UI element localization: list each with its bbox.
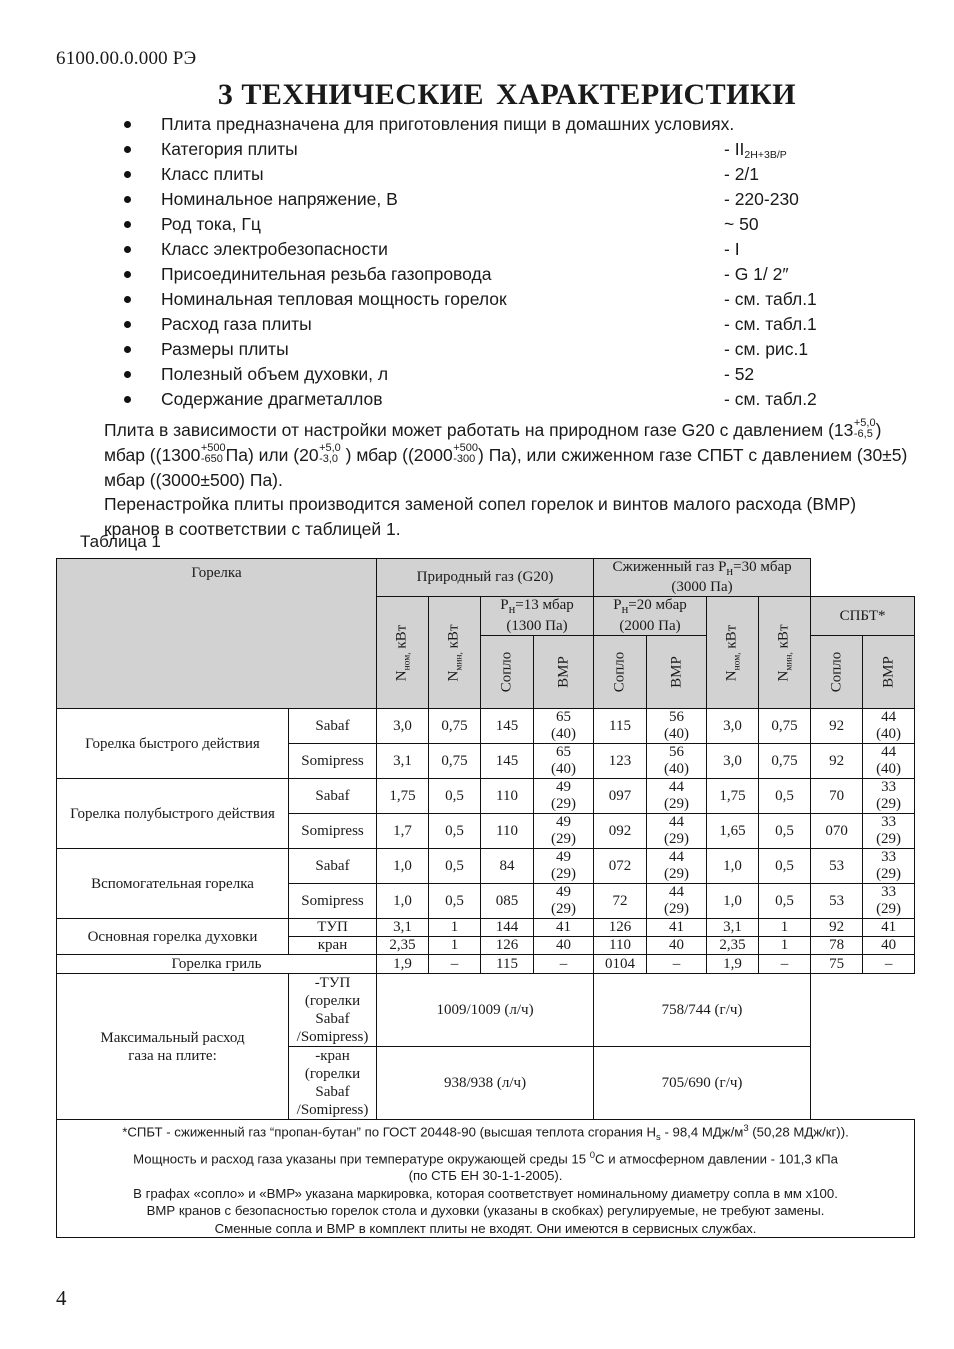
list-item (56, 137, 906, 162)
n-nom-natural-cell: 1,7 (377, 814, 429, 849)
nozzle-20-cell: 097 (594, 779, 647, 814)
n-min-natural-cell: – (429, 955, 481, 974)
nozzle-13-cell: 110 (481, 779, 534, 814)
burner-name-cell: Горелка быстрого действия (57, 709, 289, 779)
nozzle-spbt-cell: 53 (811, 849, 863, 884)
nozzle-20-cell: 092 (594, 814, 647, 849)
burner-maker-cell: Somipress (289, 814, 377, 849)
list-item-label: Класс электробезопасности (161, 239, 388, 259)
n-nom-natural-cell: 1,9 (377, 955, 429, 974)
page-title-part2: ХАРАКТЕРИСТИКИ (496, 78, 797, 111)
n-min-natural-cell: 0,5 (429, 849, 481, 884)
footnote-line-6: Сменные сопла и ВМР в комплект плиты не входят. Они имеются в сервисных службах. (214, 1220, 757, 1236)
header-nozzle-13 (481, 636, 534, 709)
burner-maker-cell: Somipress (289, 744, 377, 779)
header-spbt: СПБТ* (811, 597, 915, 636)
header-vmp-20 (647, 636, 707, 709)
list-item (56, 187, 906, 212)
n-nom-liquefied-cell: 3,0 (707, 709, 759, 744)
list-item-value: - 52 (724, 364, 755, 384)
n-nom-liquefied-cell: 3,0 (707, 744, 759, 779)
consumption-natural-cell: 1009/1009 (л/ч) (377, 974, 594, 1047)
header-vmp-label: ВМР (555, 656, 571, 688)
header-vmp-spbt (863, 636, 915, 709)
header-n-nom-natural (377, 597, 429, 709)
value-main: 49 (556, 814, 571, 830)
bullet-icon (124, 221, 131, 228)
n-min-natural-cell: 0,5 (429, 779, 481, 814)
bullet-icon (124, 146, 131, 153)
header-n-unit: кВт (445, 623, 461, 648)
burner-maker-cell: ТУП (289, 919, 377, 937)
n-nom-liquefied-cell: 2,35 (707, 937, 759, 955)
footnote-cell (57, 1120, 915, 1238)
consumption-liquefied-cell: 705/690 (г/ч) (594, 1047, 811, 1120)
consumption-label-cell (57, 974, 289, 1120)
bullet-icon (124, 371, 131, 378)
n-nom-natural-cell: 3,1 (377, 744, 429, 779)
document-code: 6100.00.0.000 РЭ (56, 48, 197, 69)
vmp-13-cell (534, 884, 594, 919)
nozzle-spbt-cell: 92 (811, 709, 863, 744)
page-number: 4 (56, 1286, 67, 1310)
table-header-row-1 (57, 559, 915, 597)
header-vmp-label: ВМР (668, 656, 685, 688)
footnote-superscript: 0 (589, 1149, 595, 1161)
header-n-symbol: N (723, 669, 740, 681)
n-min-natural-cell: 0,5 (429, 884, 481, 919)
header-liquefied-gas (594, 559, 811, 597)
value-main: 44 (669, 814, 685, 830)
nozzle-spbt-cell: 92 (811, 919, 863, 937)
list-item-label: Категория плиты (161, 139, 298, 159)
burner-name-cell: Горелка полубыстрого действия (57, 779, 289, 849)
consumption-kind-cell (289, 974, 377, 1047)
header-nozzle-label: Сопло (498, 651, 515, 693)
value-main: 44 (669, 849, 685, 865)
header-nozzle-label: Сопло (611, 651, 628, 693)
vmp-20-cell (647, 779, 707, 814)
n-nom-liquefied-cell: 1,65 (707, 814, 759, 849)
para1-seg-a: Плита в зависимости от настройки может работать на природном газе G20 с давлением (13 (104, 420, 854, 440)
list-item (56, 237, 906, 262)
nozzle-spbt-cell: 92 (811, 744, 863, 779)
header-n-symbol: N (445, 670, 461, 682)
tolerance-upper: +5,0 (853, 417, 876, 430)
value-parenthesis: (40) (876, 761, 902, 777)
value-main: 33 (881, 849, 897, 865)
list-item-value: ~ 50 (724, 214, 759, 234)
bullet-icon (124, 196, 131, 203)
tolerance-20mbar (319, 442, 341, 467)
nozzle-20-cell: 72 (594, 884, 647, 919)
value-main: 33 (881, 779, 897, 795)
header-n-unit: кВт (723, 624, 740, 649)
table-wrapper (56, 558, 902, 1238)
burner-name-cell: Вспомогательная горелка (57, 849, 289, 919)
header-p-value: =20 мбар (628, 597, 687, 613)
burner-maker-cell: Sabaf (289, 779, 377, 814)
header-n-unit: кВт (775, 623, 792, 648)
tolerance-upper: +500 (453, 442, 478, 455)
nozzle-spbt-cell: 78 (811, 937, 863, 955)
vmp-spbt-cell (863, 937, 915, 955)
tolerance-lower: -3,0 (319, 453, 339, 466)
value-main: 44 (669, 884, 685, 900)
list-item-label: Номинальная тепловая мощность горелок (161, 289, 507, 309)
n-nom-liquefied-cell: 1,0 (707, 884, 759, 919)
value-main: 49 (556, 884, 571, 900)
table-row-consumption (57, 974, 915, 1047)
value-main: 33 (881, 884, 897, 900)
n-nom-liquefied-cell: 1,75 (707, 779, 759, 814)
nozzle-20-cell: 115 (594, 709, 647, 744)
para1-seg-e: ) Па), или сжиженном газе СПБТ с давлением (30±5) мбар ((3000±500) Па). (104, 445, 908, 490)
list-item-value: - 220-230 (724, 189, 799, 209)
value-parenthesis: (29) (876, 831, 902, 847)
n-min-natural-cell: 1 (429, 919, 481, 937)
nozzle-13-cell: 144 (481, 919, 534, 937)
para1-seg-b: ) мбар ((1300 (104, 420, 882, 465)
header-p-value: =13 мбар (515, 597, 574, 613)
n-min-liquefied-cell: 0,5 (759, 779, 811, 814)
bullet-icon (124, 296, 131, 303)
n-nom-liquefied-cell: 1,0 (707, 849, 759, 884)
value-parenthesis: (29) (664, 796, 690, 812)
value-main: 41 (556, 919, 571, 935)
value-parenthesis: (29) (551, 831, 576, 847)
list-item-label: Присоединительная резьба газопровода (161, 264, 492, 284)
header-n-min-natural (429, 597, 481, 709)
burner-specification-table (56, 558, 915, 1238)
n-min-liquefied-cell: 0,5 (759, 849, 811, 884)
n-nom-liquefied-cell: 1,9 (707, 955, 759, 974)
value-parenthesis: (29) (664, 866, 690, 882)
nozzle-spbt-cell: 70 (811, 779, 863, 814)
consumption-label-line2: газа на плите: (128, 1047, 217, 1064)
list-item-label: Род тока, Гц (161, 214, 261, 234)
table-row (57, 849, 915, 884)
table-row (57, 919, 915, 937)
list-item-intro (56, 112, 906, 137)
header-n-min-sub: мин, (784, 651, 795, 671)
para1-seg-c: Па) или (20 (225, 445, 319, 465)
paragraph-reconfiguration: Перенастройка плиты производится заменой сопел горелок и винтов малого расхода (ВМР) кранов в соответствии с таблицей 1. (104, 494, 857, 539)
header-p-symbol: P (500, 597, 509, 613)
list-item-value: - см. табл.2 (724, 389, 817, 409)
vmp-13-cell (534, 937, 594, 955)
list-item-label: Содержание драгметаллов (161, 389, 383, 409)
header-n-nom-sub: ном, (732, 651, 743, 670)
bullet-icon (124, 346, 131, 353)
n-min-natural-cell: 0,5 (429, 814, 481, 849)
consumption-kind-line2: Sabaf /Somipress) (296, 1011, 369, 1045)
list-item-value: - G 1/ 2″ (724, 264, 789, 284)
value-parenthesis: (29) (551, 796, 576, 812)
n-min-liquefied-cell: – (759, 955, 811, 974)
n-min-liquefied-cell: 1 (759, 937, 811, 955)
header-n-min-sub: мин, (454, 651, 464, 671)
vmp-13-cell (534, 814, 594, 849)
vmp-20-cell (647, 937, 707, 955)
tolerance-upper: +5,0 (319, 442, 341, 455)
list-item (56, 337, 906, 362)
vmp-spbt-cell (863, 814, 915, 849)
consumption-kind-line2: Sabaf /Somipress) (296, 1084, 369, 1118)
header-nozzle-20 (594, 636, 647, 709)
vmp-spbt-cell (863, 779, 915, 814)
footnote-subscript: s (656, 1132, 661, 1144)
header-n-unit: кВт (393, 624, 409, 649)
nozzle-13-cell: 145 (481, 744, 534, 779)
list-item-value-subscript: 2H+3B/P (744, 149, 787, 161)
value-main: 44 (669, 779, 685, 795)
vmp-spbt-cell (863, 709, 915, 744)
vmp-spbt-cell (863, 744, 915, 779)
n-nom-natural-cell: 1,0 (377, 849, 429, 884)
value-main: 40 (669, 937, 685, 953)
value-main: 56 (669, 744, 685, 760)
vmp-20-cell (647, 709, 707, 744)
n-min-natural-cell: 1 (429, 937, 481, 955)
vmp-13-cell (534, 709, 594, 744)
table-row-grill (57, 955, 915, 974)
header-vmp-label: ВМР (880, 656, 897, 688)
header-natural-gas: Природный газ (G20) (377, 559, 594, 597)
burner-maker-cell: Somipress (289, 884, 377, 919)
value-main: 49 (556, 849, 571, 865)
consumption-kind-cell (289, 1047, 377, 1120)
table-row-footnote (57, 1120, 915, 1238)
burner-maker-cell: кран (289, 937, 377, 955)
value-parenthesis: (40) (664, 726, 690, 742)
nozzle-13-cell: 126 (481, 937, 534, 955)
n-min-liquefied-cell: 0,5 (759, 814, 811, 849)
footnote-line-1: *СПБТ - сжиженный газ “пропан-бутан” по ГОСТ 20448-90 (высшая теплота сгорания $H_s - 98,4$ МДж/$м^3$ (50,28 МДж/кг)). (122, 1123, 849, 1144)
n-nom-natural-cell: 1,0 (377, 884, 429, 919)
vmp-spbt-cell: – (863, 955, 915, 974)
nozzle-13-cell: 145 (481, 709, 534, 744)
bullet-icon (124, 271, 131, 278)
n-min-liquefied-cell: 0,75 (759, 709, 811, 744)
tolerance-lower: -650 (200, 453, 223, 466)
consumption-liquefied-cell: 758/744 (г/ч) (594, 974, 811, 1047)
header-n-symbol: N (393, 669, 409, 681)
footnote-line-3: (по СТБ ЕН 30-1-1-2005). (408, 1168, 563, 1184)
para1-seg-d: ) мбар ((2000 (340, 445, 453, 465)
nozzle-13-cell: 110 (481, 814, 534, 849)
value-main: 44 (881, 709, 897, 725)
nozzle-20-cell: 0104 (594, 955, 647, 974)
vmp-spbt-cell (863, 849, 915, 884)
vmp-spbt-cell (863, 919, 915, 937)
value-parenthesis: (29) (876, 866, 902, 882)
nozzle-spbt-cell: 53 (811, 884, 863, 919)
list-item (56, 387, 906, 412)
list-item (56, 162, 906, 187)
n-min-liquefied-cell: 0,75 (759, 744, 811, 779)
list-item-value: - см. табл.1 (724, 289, 817, 309)
vmp-13-cell (534, 849, 594, 884)
bullet-icon (124, 171, 131, 178)
n-nom-natural-cell: 3,0 (377, 709, 429, 744)
value-main: 65 (556, 709, 571, 725)
header-liquefied-pa: (3000 Па) (671, 579, 733, 595)
nozzle-20-cell: 123 (594, 744, 647, 779)
list-item-label: Размеры плиты (161, 339, 289, 359)
page-title-part1: 3 ТЕХНИЧЕСКИЕ (217, 78, 485, 111)
header-pressure-20mbar (594, 597, 707, 636)
header-p-pa: (1300 Па) (506, 618, 568, 634)
table-row (57, 779, 915, 814)
n-nom-natural-cell: 2,35 (377, 937, 429, 955)
value-main: 40 (556, 937, 571, 953)
list-item-label: Номинальное напряжение, В (161, 189, 398, 209)
tolerance-lower: -300 (453, 453, 476, 466)
value-parenthesis: (29) (664, 901, 690, 917)
header-pressure-13mbar (481, 597, 594, 636)
header-nozzle-label: Сопло (828, 651, 845, 693)
value-main: 56 (669, 709, 685, 725)
header-p-sub: н (508, 602, 516, 616)
vmp-20-cell: – (647, 955, 707, 974)
vmp-20-cell (647, 744, 707, 779)
list-item-value: - см. табл.1 (724, 314, 817, 334)
consumption-kind-line1: -кран (горелки (304, 1048, 361, 1082)
footnote-line-5: ВМР кранов с безопасностью горелок стола и духовки (указаны в скобках) регулируемые, не требуют замены. (146, 1203, 825, 1219)
n-min-natural-cell: 0,75 (429, 709, 481, 744)
list-item (56, 212, 906, 237)
vmp-20-cell (647, 849, 707, 884)
header-nozzle-spbt (811, 636, 863, 709)
header-burner: Горелка (57, 559, 377, 709)
consumption-kind-line1: -ТУП (горелки (304, 975, 361, 1009)
header-p-pa: (2000 Па) (619, 618, 681, 634)
footnote-superscript: 3 (743, 1123, 749, 1134)
list-item (56, 287, 906, 312)
bullet-icon (124, 121, 131, 128)
nozzle-13-cell: 115 (481, 955, 534, 974)
vmp-20-cell (647, 814, 707, 849)
n-nom-natural-cell: 1,75 (377, 779, 429, 814)
value-parenthesis: (40) (876, 726, 902, 742)
list-item-value: - 2/1 (724, 164, 760, 184)
value-main: 44 (881, 744, 897, 760)
nozzle-spbt-cell: 75 (811, 955, 863, 974)
value-main: 41 (881, 919, 897, 935)
value-main: 65 (556, 744, 571, 760)
vmp-20-cell (647, 884, 707, 919)
n-nom-liquefied-cell: 3,1 (707, 919, 759, 937)
list-item-label: Плита предназначена для приготовления пищи в домашних условиях. (161, 114, 735, 134)
bullet-icon (124, 321, 131, 328)
nozzle-20-cell: 110 (594, 937, 647, 955)
list-item-label: Класс плиты (161, 164, 264, 184)
list-item (56, 362, 906, 387)
footnote-line-4: В графах «сопло» и «ВМР» указана маркировка, которая соответствует номинальному диаметру сопла в мм х100. (133, 1185, 838, 1201)
consumption-label-line1: Максимальный расход (100, 1029, 245, 1046)
header-liquefied-text2: =30 мбар (733, 559, 792, 575)
value-parenthesis: (29) (551, 901, 576, 917)
value-parenthesis: (40) (551, 761, 576, 777)
vmp-13-cell (534, 744, 594, 779)
tolerance-upper: +500 (200, 442, 226, 455)
table-row (57, 709, 915, 744)
nozzle-20-cell: 126 (594, 919, 647, 937)
specification-list (56, 112, 906, 412)
bullet-icon (124, 396, 131, 403)
vmp-20-cell (647, 919, 707, 937)
value-main: 41 (669, 919, 685, 935)
n-min-natural-cell: 0,75 (429, 744, 481, 779)
list-item (56, 312, 906, 337)
header-vmp-13 (534, 636, 594, 709)
vmp-13-cell (534, 779, 594, 814)
header-n-min-liquefied (759, 597, 811, 709)
tolerance-2000pa (453, 442, 478, 467)
n-min-liquefied-cell: 0,5 (759, 884, 811, 919)
value-main: 49 (556, 779, 571, 795)
value-parenthesis: (29) (664, 831, 690, 847)
burner-maker-cell: Sabaf (289, 709, 377, 744)
tolerance-1300pa (200, 442, 226, 467)
header-p-sub: н (621, 602, 629, 616)
value-parenthesis: (29) (876, 796, 902, 812)
header-p-symbol: P (613, 597, 622, 613)
header-liquefied-sub: н (726, 564, 734, 578)
bullet-icon (124, 246, 131, 253)
list-item-label: Полезный объем духовки, л (161, 364, 389, 384)
burner-name-cell: Горелка гриль (57, 955, 377, 974)
value-parenthesis: (29) (876, 901, 902, 917)
list-item-value: - $II_{2H+3B/P}$ (724, 139, 787, 161)
table-caption: Таблица 1 (80, 532, 161, 551)
nozzle-13-cell: 085 (481, 884, 534, 919)
list-item-value: - см. рис.1 (724, 339, 809, 359)
vmp-spbt-cell (863, 884, 915, 919)
consumption-natural-cell: 938/938 (л/ч) (377, 1047, 594, 1120)
n-nom-natural-cell: 3,1 (377, 919, 429, 937)
header-n-nom-liquefied (707, 597, 759, 709)
nozzle-20-cell: 072 (594, 849, 647, 884)
header-liquefied-text: Сжиженный газ P (612, 559, 727, 575)
vmp-13-cell (534, 919, 594, 937)
value-parenthesis: (40) (551, 726, 576, 742)
paragraph-gas-pressure (104, 418, 914, 493)
header-n-nom-sub: ном, (402, 651, 412, 670)
page-title (0, 78, 954, 112)
header-n-symbol: N (775, 670, 792, 682)
nozzle-13-cell: 84 (481, 849, 534, 884)
value-parenthesis: (29) (551, 866, 576, 882)
burner-maker-cell: Sabaf (289, 849, 377, 884)
value-main: 33 (881, 814, 897, 830)
n-min-liquefied-cell: 1 (759, 919, 811, 937)
list-item-value: - I (724, 239, 740, 259)
nozzle-spbt-cell: 070 (811, 814, 863, 849)
tolerance-lower: -6,5 (853, 428, 873, 441)
footnote-line-2: Мощность и расход газа указаны при температуре окружающей среды 15 $^0$С и атмосферном давлении - 101,3 кПа (133, 1149, 838, 1166)
list-item-label: Расход газа плиты (161, 314, 312, 334)
tolerance-13mbar (853, 417, 876, 442)
burner-name-cell: Основная горелка духовки (57, 919, 289, 955)
list-item (56, 262, 906, 287)
vmp-13-cell: – (534, 955, 594, 974)
value-main: 40 (881, 937, 897, 953)
value-parenthesis: (40) (664, 761, 690, 777)
